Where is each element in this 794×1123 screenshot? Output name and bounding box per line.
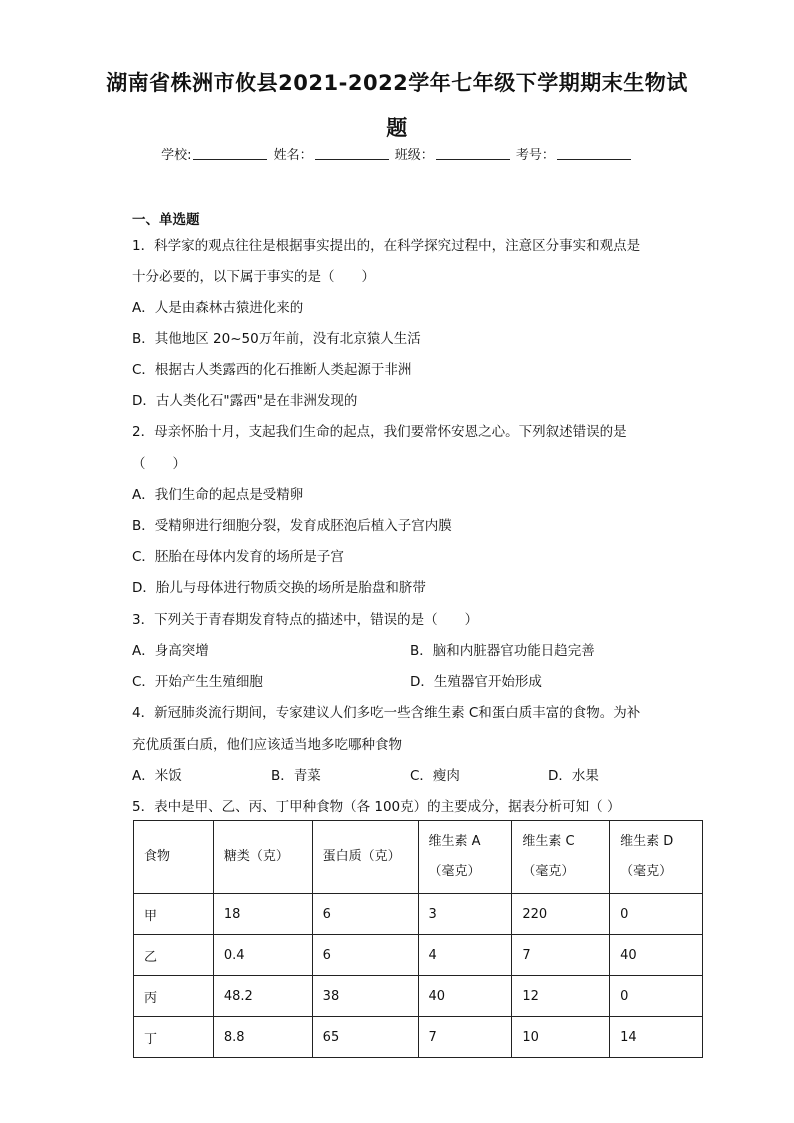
table-cell: 220 xyxy=(512,894,610,935)
q3-option-b: B．脑和内脏器官功能日趋完善 xyxy=(410,643,595,659)
q1-option-c: C．根据古人类露西的化石推断人类起源于非洲 xyxy=(132,362,412,378)
table-cell: 丁 xyxy=(134,1017,214,1058)
table-cell: 48.2 xyxy=(213,976,312,1017)
table-cell: 丙 xyxy=(134,976,214,1017)
table-cell: 8.8 xyxy=(213,1017,312,1058)
q1-stem-line1: 1．科学家的观点往往是根据事实提出的，在科学探究过程中，注意区分事实和观点是 xyxy=(132,238,641,254)
number-blank[interactable] xyxy=(557,147,631,160)
table-cell: 6 xyxy=(312,935,418,976)
q2-option-d: D．胎儿与母体进行物质交换的场所是胎盘和脐带 xyxy=(132,580,426,596)
page-title-line2: 题 xyxy=(386,116,408,140)
header-vitamin-a: 维生素 A （毫克） xyxy=(418,821,512,894)
name-label: 姓名： xyxy=(273,148,313,163)
page-title-line1: 湖南省株洲市攸县2021-2022学年七年级下学期期末生物试 xyxy=(106,71,688,95)
q1-stem-line2: 十分必要的，以下属于事实的是（ ） xyxy=(132,269,375,285)
class-label: 班级： xyxy=(394,148,434,163)
table-cell: 0 xyxy=(610,976,703,1017)
food-nutrition-table xyxy=(133,820,703,1058)
class-blank[interactable] xyxy=(436,147,510,160)
q5-stem: 5．表中是甲、乙、丙、丁甲种食物（各 100克）的主要成分，据表分析可知（ ） xyxy=(132,799,621,815)
header-carbs: 糖类（克） xyxy=(213,821,312,894)
table-cell: 10 xyxy=(512,1017,610,1058)
q2-option-b: B．受精卵进行细胞分裂，发育成胚泡后植入子宫内膜 xyxy=(132,518,452,534)
q2-option-a: A．我们生命的起点是受精卵 xyxy=(132,487,304,503)
table-cell: 4 xyxy=(418,935,512,976)
table-cell: 3 xyxy=(418,894,512,935)
q2-option-c: C．胚胎在母体内发育的场所是子宫 xyxy=(132,549,344,565)
school-label: 学校: xyxy=(161,148,192,163)
table-cell: 甲 xyxy=(134,894,214,935)
table-cell: 7 xyxy=(512,935,610,976)
table-cell: 7 xyxy=(418,1017,512,1058)
q2-stem-line1: 2．母亲怀胎十月，支起我们生命的起点，我们要常怀安恩之心。下列叙述错误的是 xyxy=(132,424,627,440)
header-food: 食物 xyxy=(134,821,214,894)
name-blank[interactable] xyxy=(315,147,389,160)
table-row xyxy=(134,935,703,976)
student-info-row xyxy=(0,144,794,163)
q4-option-b: B．青菜 xyxy=(271,768,321,784)
header-protein: 蛋白质（克） xyxy=(312,821,418,894)
q1-option-a: A．人是由森林古猿进化来的 xyxy=(132,300,304,316)
section-heading: 一、单选题 xyxy=(132,212,200,228)
q1-option-d: D．古人类化石"露西"是在非洲发现的 xyxy=(132,393,358,409)
q3-option-d: D．生殖器官开始形成 xyxy=(410,674,542,690)
table-cell: 18 xyxy=(213,894,312,935)
q4-option-c: C．瘦肉 xyxy=(410,768,460,784)
table-header-row xyxy=(134,821,703,894)
table-cell: 14 xyxy=(610,1017,703,1058)
q3-option-a: A．身高突增 xyxy=(132,643,209,659)
table-cell: 40 xyxy=(610,935,703,976)
table-cell: 65 xyxy=(312,1017,418,1058)
q4-stem-line2: 充优质蛋白质，他们应该适当地多吃哪种食物 xyxy=(132,737,402,753)
q2-stem-line2: （ ） xyxy=(132,456,186,472)
header-vitamin-d: 维生素 D （毫克） xyxy=(610,821,703,894)
q3-option-c: C．开始产生生殖细胞 xyxy=(132,674,263,690)
q4-option-d: D．水果 xyxy=(548,768,599,784)
header-vitamin-c: 维生素 C （毫克） xyxy=(512,821,610,894)
table-row xyxy=(134,894,703,935)
number-label: 考号： xyxy=(515,148,555,163)
table-row xyxy=(134,976,703,1017)
table-row xyxy=(134,1017,703,1058)
q1-option-b: B．其他地区 20~50万年前，没有北京猿人生活 xyxy=(132,331,421,347)
table-cell: 40 xyxy=(418,976,512,1017)
table-cell: 乙 xyxy=(134,935,214,976)
table-cell: 0.4 xyxy=(213,935,312,976)
table-cell: 6 xyxy=(312,894,418,935)
table-cell: 38 xyxy=(312,976,418,1017)
table-cell: 12 xyxy=(512,976,610,1017)
q3-stem: 3．下列关于青春期发育特点的描述中，错误的是（ ） xyxy=(132,612,479,628)
table-cell: 0 xyxy=(610,894,703,935)
q4-stem-line1: 4．新冠肺炎流行期间，专家建议人们多吃一些含维生素 C和蛋白质丰富的食物。为补 xyxy=(132,705,641,721)
q4-option-a: A．米饭 xyxy=(132,768,182,784)
school-blank[interactable] xyxy=(193,147,267,160)
